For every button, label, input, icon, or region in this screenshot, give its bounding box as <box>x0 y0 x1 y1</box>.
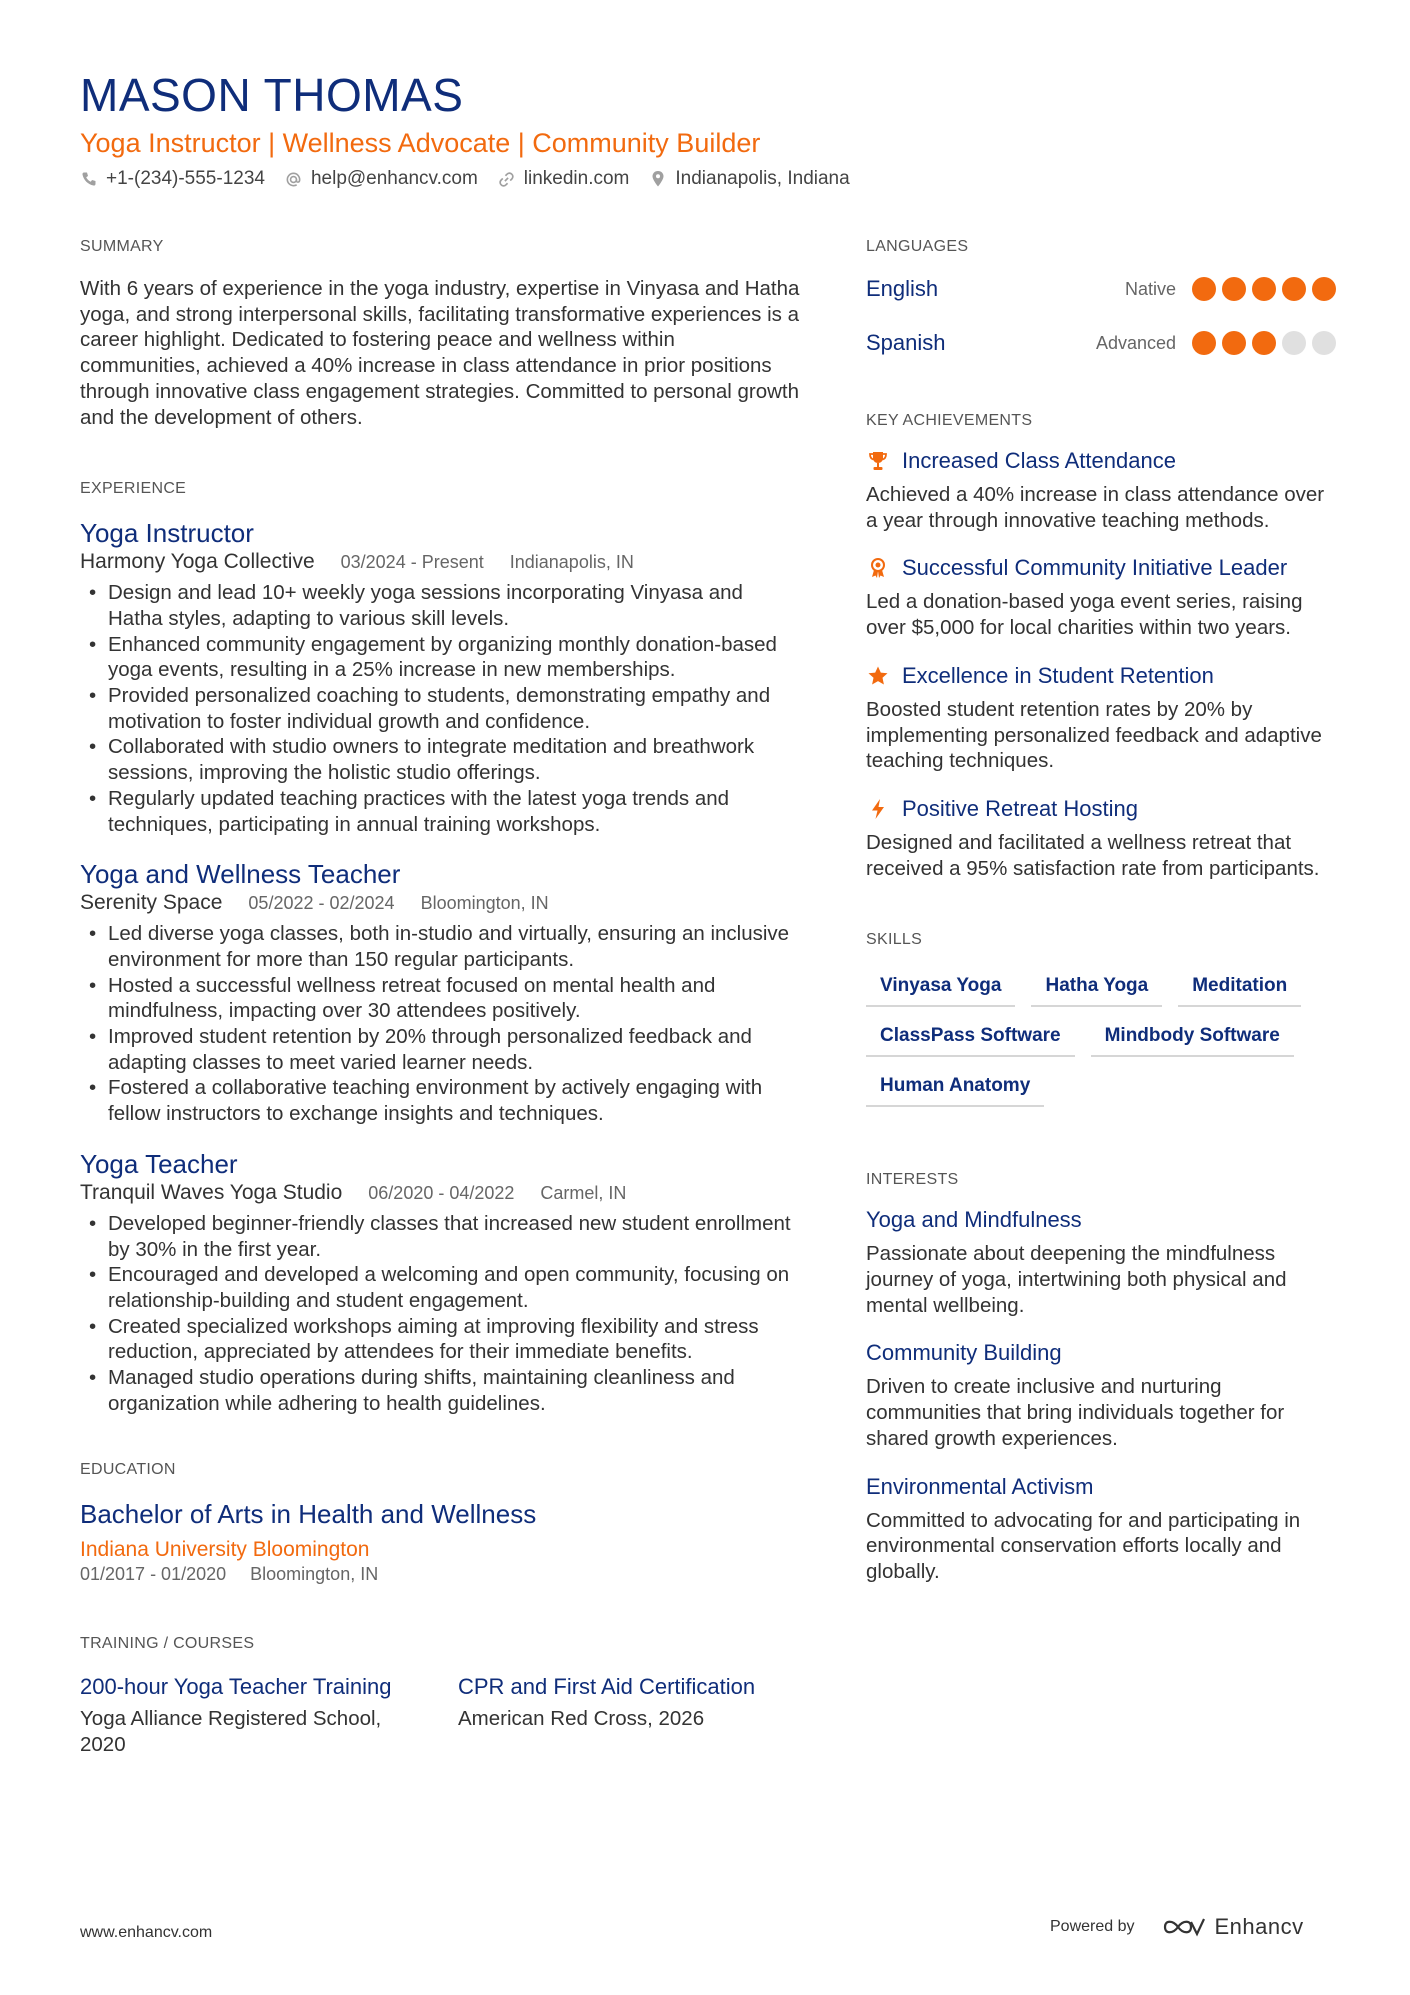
achievement-desc: Achieved a 40% increase in class attendance over a year through innovative teaching methods. <box>866 483 1325 532</box>
job-dates: 03/2024 - Present <box>340 552 484 573</box>
contact-bar <box>80 168 850 190</box>
trophy-icon <box>866 449 890 473</box>
contact-linkedin-text: linkedin.com <box>523 168 630 189</box>
achievement-desc: Led a donation-based yoga event series, raising over $5,000 for local charities within two years. <box>866 590 1303 640</box>
skills-heading: SKILLS <box>866 931 923 949</box>
at-icon <box>285 170 303 188</box>
job-meta <box>80 891 800 915</box>
award-ribbon-icon <box>866 556 890 580</box>
achievement-title: Positive Retreat Hosting <box>902 795 1138 821</box>
job-bullet: • Led diverse yoga classes, both in-studio and virtually, ensuring an inclusive environment for more than 150 regular participants. <box>80 921 800 972</box>
experience-heading: EXPERIENCE <box>80 480 187 498</box>
enhancv-logo[interactable] <box>1161 1914 1304 1940</box>
job-bullet: • Design and lead 10+ weekly yoga sessions incorporating Vinyasa and Hatha styles, adapting to various skill levels. <box>80 580 800 631</box>
language-name: English <box>866 276 939 301</box>
candidate-name: MASON THOMAS <box>80 69 464 121</box>
candidate-subtitle: Yoga Instructor | Wellness Advocate | Community Builder <box>80 128 761 158</box>
star-icon <box>866 664 890 688</box>
job-title: Yoga and Wellness Teacher <box>80 859 401 890</box>
training-provider: Yoga Alliance Registered School, 2020 <box>80 1706 382 1756</box>
job-entry <box>80 859 800 1127</box>
language-name: Spanish <box>866 330 946 355</box>
achievement-item <box>866 448 1336 533</box>
contact-email[interactable] <box>285 168 478 190</box>
job-location: Indianapolis, IN <box>509 552 634 573</box>
job-bullet: • Managed studio operations during shifts, maintaining cleanliness and organization while adhering to health guidelines. <box>80 1365 800 1416</box>
interest-item <box>866 1207 1336 1318</box>
rating-dot-filled <box>1252 331 1276 355</box>
skill-tag: ClassPass Software <box>866 1021 1075 1057</box>
job-dates: 05/2022 - 02/2024 <box>248 893 395 914</box>
job-bullet: • Improved student retention by 20% through personalized feedback and adapting classes to meet varied learner needs. <box>80 1024 800 1075</box>
language-rating <box>1192 277 1336 301</box>
contact-linkedin[interactable] <box>498 168 630 190</box>
achievements-heading: KEY ACHIEVEMENTS <box>866 412 1033 429</box>
language-rating <box>1192 331 1336 355</box>
training-item <box>458 1673 788 1758</box>
education-dates: 01/2017 - 01/2020 <box>80 1563 227 1584</box>
rating-dot-filled <box>1222 331 1246 355</box>
language-row <box>866 262 1336 316</box>
languages-heading: LANGUAGES <box>866 238 969 255</box>
language-row <box>866 316 1336 370</box>
education-school: Indiana University Bloomington <box>80 1537 370 1561</box>
achievement-item <box>866 555 1336 640</box>
job-location: Bloomington, IN <box>420 893 549 914</box>
rating-dot-empty <box>1312 331 1336 355</box>
job-bullets <box>80 1211 800 1417</box>
rating-dot-empty <box>1282 331 1306 355</box>
contact-location <box>649 168 849 190</box>
contact-phone-text: +1-(234)-555-1234 <box>106 168 265 189</box>
education-heading: EDUCATION <box>80 1460 176 1478</box>
achievement-title: Excellence in Student Retention <box>902 662 1214 688</box>
rating-dot-filled <box>1252 277 1276 301</box>
job-company: Serenity Space <box>80 891 223 915</box>
job-bullet: • Encouraged and developed a welcoming and open community, focusing on relationship-building and student engagement. <box>80 1262 800 1313</box>
job-dates: 06/2020 - 04/2022 <box>368 1182 515 1203</box>
lightning-bolt-icon <box>866 797 890 821</box>
interest-item <box>866 1340 1336 1451</box>
contact-phone[interactable] <box>80 168 265 190</box>
interest-title: Community Building <box>866 1340 1062 1366</box>
rating-dot-filled <box>1222 277 1246 301</box>
skill-tag: Hatha Yoga <box>1031 971 1162 1007</box>
achievement-item <box>866 796 1336 881</box>
right-column <box>866 238 1336 1585</box>
skill-tag: Meditation <box>1178 971 1301 1007</box>
powered-by-label: Powered by <box>1050 1918 1135 1935</box>
interest-item <box>866 1474 1336 1585</box>
interest-desc: Passionate about deepening the mindfulness journey of yoga, intertwining both physical and mental wellbeing. <box>866 1242 1287 1317</box>
job-entry <box>80 518 800 837</box>
job-title: Yoga Instructor <box>80 518 254 549</box>
job-location: Carmel, IN <box>540 1182 627 1203</box>
skill-tag: Human Anatomy <box>866 1071 1044 1107</box>
contact-email-text: help@enhancv.com <box>310 168 478 189</box>
training-title: 200-hour Yoga Teacher Training <box>80 1673 392 1699</box>
rating-dot-filled <box>1192 277 1216 301</box>
interest-desc: Driven to create inclusive and nurturing communities that bring individuals together for shared growth experiences. <box>866 1375 1285 1450</box>
contact-location-text: Indianapolis, Indiana <box>675 168 850 189</box>
interest-desc: Committed to advocating for and participating in environmental conservation efforts locally and globally. <box>866 1508 1301 1583</box>
education-entry <box>80 1499 800 1585</box>
achievement-title: Increased Class Attendance <box>902 448 1176 473</box>
interest-title: Yoga and Mindfulness <box>866 1207 1082 1233</box>
education-meta <box>80 1564 800 1585</box>
job-bullet: • Collaborated with studio owners to integrate meditation and breathwork sessions, improving the holistic studio offerings. <box>80 734 800 785</box>
rating-dot-filled <box>1312 277 1336 301</box>
language-list <box>866 262 1336 370</box>
education-degree: Bachelor of Arts in Health and Wellness <box>80 1498 537 1529</box>
education-location: Bloomington, IN <box>250 1563 379 1584</box>
brand-name: Enhancv <box>1214 1914 1304 1939</box>
training-list <box>80 1673 800 1758</box>
job-bullet: • Fostered a collaborative teaching environment by actively engaging with fellow instructors to exchange insights and techniques. <box>80 1075 800 1126</box>
job-bullet: • Enhanced community engagement by organizing monthly donation-based yoga events, resulting in a 25% increase in new memberships. <box>80 632 800 683</box>
job-bullet: • Provided personalized coaching to students, demonstrating empathy and motivation to foster individual growth and confidence. <box>80 683 800 734</box>
job-bullet: • Developed beginner-friendly classes that increased new student enrollment by 30% in the first year. <box>80 1211 800 1262</box>
skill-tag: Vinyasa Yoga <box>866 971 1015 1007</box>
left-column <box>80 238 800 1758</box>
job-company: Harmony Yoga Collective <box>80 550 315 574</box>
phone-icon <box>80 170 98 188</box>
skills-list <box>866 971 1336 1107</box>
enhancv-logo-icon <box>1161 1914 1207 1940</box>
job-title: Yoga Teacher <box>80 1148 238 1179</box>
link-icon <box>498 170 516 188</box>
skill-tag: Mindbody Software <box>1091 1021 1294 1057</box>
language-level: Native <box>1124 278 1176 299</box>
rating-dot-filled <box>1282 277 1306 301</box>
achievement-desc: Boosted student retention rates by 20% by implementing personalized feedback and adaptive teaching techniques. <box>866 697 1322 773</box>
training-provider: American Red Cross, 2026 <box>458 1706 705 1730</box>
interest-title: Environmental Activism <box>866 1473 1094 1499</box>
rating-dot-filled <box>1192 331 1216 355</box>
job-bullets <box>80 580 800 837</box>
location-pin-icon <box>649 170 667 188</box>
job-bullets <box>80 921 800 1127</box>
interests-heading: INTERESTS <box>866 1171 959 1189</box>
job-entry <box>80 1149 800 1417</box>
job-meta <box>80 550 800 574</box>
language-level: Advanced <box>1095 332 1176 353</box>
job-meta <box>80 1181 800 1205</box>
job-company: Tranquil Waves Yoga Studio <box>80 1180 343 1204</box>
job-bullet: • Hosted a successful wellness retreat focused on mental health and mindfulness, impacting over 30 attendees positively. <box>80 973 800 1024</box>
job-bullet: • Created specialized workshops aiming at improving flexibility and stress reduction, appreciated by attendees for their immediate benefits. <box>80 1314 800 1365</box>
footer-website[interactable]: www.enhancv.com <box>80 1924 213 1941</box>
training-title: CPR and First Aid Certification <box>458 1673 756 1699</box>
training-heading: TRAINING / COURSES <box>80 1634 255 1652</box>
achievement-title: Successful Community Initiative Leader <box>902 555 1288 581</box>
training-item <box>80 1673 410 1758</box>
achievement-item <box>866 663 1336 774</box>
job-bullet: • Regularly updated teaching practices with the latest yoga trends and techniques, participating in annual training workshops. <box>80 786 800 837</box>
summary-text: With 6 years of experience in the yoga industry, expertise in Vinyasa and Hatha yoga, and strong interpersonal skills, facilitating transformative experiences is a career highlight. Dedicated to fostering peace and wellness within communities, achieved a 40% increase in class attendance in prior positions through innovative class engagement strategies. Committed to personal growth and the development of others. <box>80 277 800 429</box>
summary-heading: SUMMARY <box>80 238 164 255</box>
achievement-desc: Designed and facilitated a wellness retreat that received a 95% satisfaction rate from participants. <box>866 830 1320 880</box>
footer-branding <box>1050 1914 1304 1940</box>
